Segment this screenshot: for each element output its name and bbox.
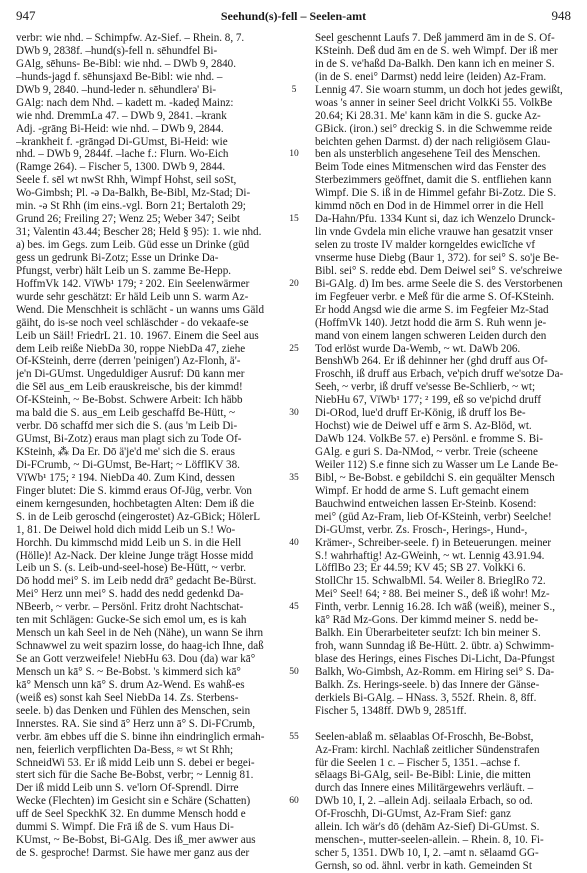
text-line: Balkh. Zs. Herings-seele. b) das Innere der Gänse- — [315, 678, 540, 691]
text-line: nhd. – DWb 9, 2844f. –lache f.: Flurn. Wo-Eich — [16, 148, 229, 161]
text-line: gäiht, do is-se noch veel schläschder - do vekaafe-se — [16, 316, 249, 329]
text-line: Mensch un kā° S. ~ Be-Bobst. 's kimmerd sich kā° — [16, 665, 241, 678]
text-line: dummi S. Wimpf. Die Frā iß de S. vum Haus Di- — [16, 821, 234, 834]
text-line: verbr. Dō schaffd mer sich die S. (aus 'm Leib Di- — [16, 420, 238, 433]
text-line: Mensch un kah Seel in de Neh (Nähe), un wann Se ihrn — [16, 627, 264, 640]
text-line — [315, 718, 572, 731]
text-line: GBick. (iron.) sei° dreckig S. in die Schwemme reide — [315, 122, 553, 135]
text-line: wurde sehr geschätzt: Er häld Leib unn S. warm Az- — [16, 290, 249, 303]
text-line: NBeerb, ~ verbr. – Persönl. Fritz droht Nachtschat- — [16, 601, 244, 614]
text-line: derkiels Bi-GAlg. – HNass. 3, 552f. Rhein. 8, 8ff. — [315, 691, 537, 704]
text-line: kā° Rād Mz-Gons. Der kimmd meiner S. nedd be- — [315, 614, 539, 627]
text-line: Weiler 112) S.e finne sich zu Wasser um Le Lande Be- — [315, 458, 559, 471]
text-line: Bi-GAlg. d) Im bes. arme Seele die S. des Verstorbenen — [315, 277, 563, 290]
text-line: –krankheit f. -grāngǝd Di-GUmst, Bi-Heid: wie — [16, 135, 228, 148]
text-line: ben als unsterblich angesehene Teil des Menschen. — [315, 148, 541, 161]
text-line: verbr. ām ebbes uff die S. binne ihn eindringlich ermah- — [16, 730, 265, 743]
text-line: Wimpf. Er hodd de arme S. Luft gemacht einem — [315, 484, 529, 497]
text-line: Of-KSteinh, ~ Be-Bobst. Schwere Arbeit: Ich häbb — [16, 394, 243, 407]
text-line: DWb 9, 2840. –hund-leder n. sēhundlerǝ' Bi- — [16, 83, 217, 96]
text-line: verbr: wie nhd. – Schimpfw. Az-Sief. – Rhein. 8, 7. — [16, 32, 245, 44]
text-line: 1, 81. De Deiwel hold dich midd Leib un S.! Wo- — [16, 523, 236, 536]
text-line: Di-ORod, lue'd druff Er-König, iß druff los Be- — [315, 407, 526, 420]
text-line: im Fegfeuer verbr. e Meß für die arme S. Of-KSteinh. — [315, 290, 555, 303]
page-number-right: 948 — [551, 8, 571, 23]
line-number-gutter — [279, 32, 309, 860]
text-line: S.! wahrhaftig! Az-GWeinh, ~ wt. Lennig 43.91.94. — [315, 549, 545, 562]
text-line: GAlg: nach dem Nhd. – kadett m. -kadeḍ Mainz: — [16, 96, 234, 109]
text-line: Of-KSteinh, derre (derren 'peinigen') Az-Flonh, ä'- — [16, 355, 241, 368]
line-number: 40 — [289, 537, 299, 548]
text-line: Seeh, ~ verbr, iß druff ve'sesse Be-Schlierb, ~ wt; — [315, 381, 536, 394]
line-number: 60 — [289, 796, 299, 807]
text-line: je'n Di-GUmst. Ungeduldiger Ausruf: Dū kann mer — [16, 368, 245, 381]
text-line: ma bald die S. aus_em Leib geschaffd Be-Hütt, ~ — [16, 407, 235, 420]
text-line: kimmd nōch en Dod in de Himmel orrer in die Hell — [315, 200, 544, 213]
text-line: min. -ǝ St Rhh (im eins.-vgl. Born 21; Bertaloth 29; — [16, 200, 246, 213]
text-line: Finth, verbr. Lennig 16.28. Ich wāß (weiß), meiner S., — [315, 601, 556, 614]
text-line: Tod erlöst wurde Da-Wemb, ~ wt. DaWb 206. — [315, 342, 521, 355]
line-number: 10 — [289, 149, 299, 160]
text-line: Da-Hahn/Pfu. 1334 Kunt si, daz ich Wenzelo Drunck- — [315, 213, 556, 226]
text-line: Wimpf. Die S. iß in de Himmel gefahr Bi-Zotz. Die S. — [315, 187, 557, 200]
text-line: Bibl. sei° S. redde ebd. Dem Deiwel sei° S. ve'schreiwe — [315, 264, 563, 277]
line-number: 15 — [289, 214, 299, 225]
text-line: wie nhd. DremmLa 47. – DWb 9, 2841. –krank — [16, 109, 227, 122]
text-line: vnserme huse Diebg (Baur 1, 372). for sei° S. so'je Be- — [315, 251, 559, 264]
text-line: HoffmVk 142. VïWb¹ 179; ² 202. Ein Seelenwärmer — [16, 277, 250, 290]
text-line: beichten gehen Darmst. d) der nach religiösem Glau- — [315, 135, 551, 148]
text-line: Leib un Säil! FriedrL 21. 10. 1967. Einem die Seel aus — [16, 329, 259, 342]
text-line: Balkh, Wo-Gimbsh, Az-Romm. em Hiring sei° S. Da- — [315, 665, 555, 678]
text-line: Di-GUmst, verbr. Zs. Frosch-, Herings-, Hund-, — [315, 523, 528, 536]
line-number: 20 — [289, 278, 299, 289]
left-column — [16, 32, 273, 860]
line-number: 50 — [289, 666, 299, 677]
text-line: Finger blutet: Die S. kimmd eraus Of-Jüg, verbr. Von — [16, 484, 252, 497]
text-line: –hunds-jagd f. sēhunsjaxd Be-Bibl: wie nhd. – — [16, 70, 223, 83]
text-line: Balkh. Ein Überarbeiteter seufzt: Ich bin meiner S. — [315, 627, 541, 640]
text-line: Er hodd Angsd wie die arme S. im Fegfeier Mz-Stad — [315, 303, 549, 316]
text-line: Az-Fram: kirchl. Nachlaß zeitlicher Sündenstrafen — [315, 743, 540, 756]
text-line: Beim Tode eines Mitmenschen wird das Fenster des — [315, 161, 547, 174]
text-line: Schnawwel zu weit spazirn losse, do haag-ich Ihne, daß — [16, 640, 264, 653]
text-line: S. in de Leib geroschd (eingerostet) Az-GBick; HölerL — [16, 510, 260, 523]
text-line: (Hölle)! Az-Nack. Der kleine Junge trägt Hosse midd — [16, 549, 254, 562]
page-header — [16, 8, 571, 26]
text-line: 20.64; Ki 28.31. Me' kann kām in die S. gucke Az- — [315, 109, 541, 122]
line-number: 45 — [289, 602, 299, 613]
text-line: Wend. Die Menschheit is schlächt - un wanns ums Gäld — [16, 303, 265, 316]
text-line: dem Leib reiße NiebDa 30, roppe NiebDa 47, ziehe — [16, 342, 246, 355]
text-line: Wo-Gimbsh; Pl. -ǝ Da-Balkh, Be-Bibl, Mz-Stad; Di- — [16, 187, 251, 200]
text-line: Der iß midd Leib unn S. ve'lorn Of-Sprendl. Dirre — [16, 782, 239, 795]
text-line: Froschh, iß druff aus Erbach, ve'pich druff we'sotze Da- — [315, 368, 564, 381]
text-line: GAlg. e guri S. Da-NMod, ~ verbr. Treie (scheene — [315, 446, 538, 458]
text-line: woas 's anner in seiner Seel dricht VolkKi 55. VolkBe — [315, 96, 553, 109]
text-line: Gernsh, so od. ähnl. verbr in kath. Gemeinden St — [315, 860, 532, 872]
text-line: nen, feierlich verpflichten Da-Bess, ≈ wt St Rhh; — [16, 743, 234, 756]
text-line: LöfflBo 23; Er 44.59; KV 45; SB 27. VolkKi 6. — [315, 562, 526, 575]
text-line: DWb 9, 2838f. –hund(s)-fell n. sēhundfel Bi- — [16, 44, 218, 57]
text-line: Adj. -grāng Bi-Heid: wie nhd. – DWb 9, 2844. — [16, 122, 224, 135]
line-number: 35 — [289, 472, 299, 483]
text-line: die Sēl aus_em Leib erauskreische, bis der kimmd! — [16, 381, 243, 394]
text-line: sēlaags Bi-GAlg, seil- Be-Bibl: Linie, die mitten — [315, 769, 531, 782]
text-line: KSteinh. Deß dud ām en de S. weh Wimpf. Der iß mer — [315, 44, 558, 57]
line-number: 55 — [289, 731, 299, 742]
text-line: allein. Ich wär's dō (dehām Az-Sief) Di-GUmst. S. — [315, 821, 540, 834]
text-line: lin vnde Gvdela min eliche vrauwe han gesatzit vnser — [315, 226, 553, 239]
text-line: für die Seelen 1 c. – Fischer 5, 1351. –achse f. — [315, 756, 521, 769]
text-line: DaWb 124. VolkBe 57. e) Persönl. e fromme S. Bi- — [315, 433, 543, 446]
text-line: Dō hodd mei° S. im Leib nedd drā° gedacht Be-Bürst. — [16, 575, 257, 588]
line-number: 25 — [289, 343, 299, 354]
text-line: KUmst, ~ Be-Bobst, Bi-GAlg. Des iß_mer awwer aus — [16, 834, 256, 847]
line-number: 30 — [289, 408, 299, 419]
text-line: durch das Innere eines Militärgewehrs verläuft. – — [315, 782, 534, 795]
text-line: uff de Seel SpeckhK 32. En dumme Mensch hodd e — [16, 808, 246, 821]
text-line: Seele f. sēl wt nwSt Rhh, Wimpf Hohst, seil soSt, — [16, 174, 237, 187]
text-line: Grund 26; Freiling 27; Wenz 25; Weber 347; Seibt — [16, 213, 240, 226]
text-line: menschen-, mutter-seelen-allein. – Rhein. 8, 10. Fi- — [315, 834, 544, 847]
text-line: Bibl, ~ Be-Bobst. e gebildchi S. ein gequälter Mensch — [315, 471, 555, 484]
text-line: Krämer-, Schreiber-seele. f) in Beteuerungen. meiner — [315, 536, 552, 549]
text-line: 31; Valentin 43.44; Bescher 28; Held § 95): 1. wie nhd. — [16, 226, 262, 239]
text-line: StollChr 15. SchwalbMl. 54. Weiler 8. BrieglRo 72. — [315, 575, 546, 588]
text-line: Sterbezimmers geöffnet, damit die S. entfliehen kann — [315, 174, 552, 187]
text-line: Di-FCrumb, ~ Di-GUmst, Be-Hart; ~ LöfflKV 38. — [16, 458, 240, 471]
text-line: BenshWb 264. Er iß dehinner her (ghd druff aus Of- — [315, 355, 548, 368]
text-line: Horchh. Du kimmschd midd Leib un S. in die Hell — [16, 536, 242, 549]
text-line: einem kerngesunden, hochbetagten Alten: Dem iß die — [16, 497, 255, 510]
text-line: Mei° Herz unn mei° S. hadd des nedd gedenkd Da- — [16, 588, 244, 601]
text-line: (weiß es) sonst kah Seel NiebDa 14. Zs. Sterbens- — [16, 691, 239, 704]
text-line: Se an Gott verzweifele! NiebHu 63. Dou (da) war kā° — [16, 653, 256, 665]
text-line: (HoffmVk 140). Jetzt hodd die ārm S. Ruh wenn je- — [315, 316, 547, 329]
page-number-left: 947 — [16, 8, 36, 23]
text-line: GUmst, Bi-Zotz) eraus man plagt sich zu Tode Of- — [16, 433, 242, 446]
text-line: GAlg, sēhuns- Be-Bibl: wie nhd. – DWb 9, 2840. — [16, 57, 237, 70]
text-line: VïWb¹ 175; ² 194. NiebDa 40. Zum Kind, dessen — [16, 471, 235, 484]
text-line: gess un gedrunk Bi-Zotz; Esse un Drinke Da- — [16, 251, 219, 264]
running-title: Seehund(s)-fell – Seelen-amt — [220, 9, 367, 23]
text-line: scher 5, 1351. DWb 10, I, 2. –amt n. sēlaamd GG- — [315, 847, 539, 860]
right-column — [315, 32, 572, 873]
text-line: Lennig 47. Sie woarn stumm, un doch hot jedes gewißt, — [315, 83, 563, 96]
text-line: DWb 10, I, 2. –allein Adj. seilaalǝ Erbach, so od. — [315, 795, 533, 808]
text-line: stert sich für die Sache Be-Bobst, verbr; ~ Lennig 81. — [16, 769, 254, 782]
text-line: kā° Mensch unn kā° S. drum Az-Wend. Es wahß-es — [16, 678, 245, 691]
text-line: Wecke (Flechten) im Gesicht sin e Schäre (Schatten) — [16, 795, 251, 808]
text-line: SchneidWi 53. Er iß midd Leib unn S. debei er begei- — [16, 756, 255, 769]
text-line: Of-Froschh, Di-GUmst, Az-Fram Sief: ganz — [315, 808, 511, 821]
text-line: (in de S. enei° Darmst) nedd leire (leiden) Az-Fram. — [315, 70, 547, 83]
text-line: froh, wann Sunndag iß Be-Hütt. 2. übtr. a) Schwimm- — [315, 640, 555, 653]
text-line: Leib un S. (s. Leib-und-seel-hose) Be-Hütt, ~ verbr. — [16, 562, 246, 575]
text-line: de S. gesproche! Darmst. Sie hawe mer ganz aus der — [16, 847, 250, 860]
text-line: in de S. ve'haßd Da-Balkh. Den kann ich en meiner S. — [315, 57, 555, 70]
text-line: Seel geschennt Laufs 7. Deß jammerd ām in de S. Of- — [315, 32, 555, 44]
text-line: Fischer 5, 1348ff. DWb 9, 2851ff. — [315, 704, 467, 717]
text-line: Mei° Seel! 64; ² 88. Bei meiner S., deß iß wohr! Mz- — [315, 588, 550, 601]
text-line: Bauchwind entweichen lassen Er-Steinb. Kosend: — [315, 497, 537, 510]
text-line: Pfungst, verbr) hält Leib un S. zamme Be-Hepp. — [16, 264, 232, 277]
text-line: ten mit Schlägen: Gucke-Se sich emol um, es is kah — [16, 614, 247, 627]
text-line: mand von einem langen schweren Leiden durch den — [315, 329, 547, 342]
text-line: seele. b) das Denken und Fühlen des Menschen, sein — [16, 704, 251, 717]
text-line: blase des Herings, eines Fisches Di-Licht, Da-Pfungst — [315, 653, 555, 665]
text-line: (Ramge 264). – Fischer 5, 1300. DWb 9, 2844. — [16, 161, 226, 174]
text-line: mei° (güd Az-Fram, lieb Of-KSteinh, verbr) Seelche! — [315, 510, 552, 523]
text-line: Innerstes. RA. Sie sind ā° Herz unn ā° S. Di-FCrumb, — [16, 717, 256, 730]
text-line: NiebHu 67, VïWb¹ 177; ² 199, eß so ve'pichd druff — [315, 394, 542, 407]
text-line: Hochst) wie de Deiwel uff e ārm S. Az-Blöd, wt. — [315, 420, 532, 433]
text-line: Seelen-ablaß m. sēlaablas Of-Froschh, Be-Bobst, — [315, 730, 534, 743]
line-number: 5 — [291, 84, 297, 95]
text-line: selen zu troste IV malder korngeldes ewiclīche vf — [315, 239, 536, 251]
text-line: a) bes. im Gegs. zum Leib. Güd esse un Drinke (güd — [16, 239, 250, 251]
text-line: KSteinh, ⁂ Da Er. Dō ä'je'd me' sich die S. eraus — [16, 446, 235, 458]
